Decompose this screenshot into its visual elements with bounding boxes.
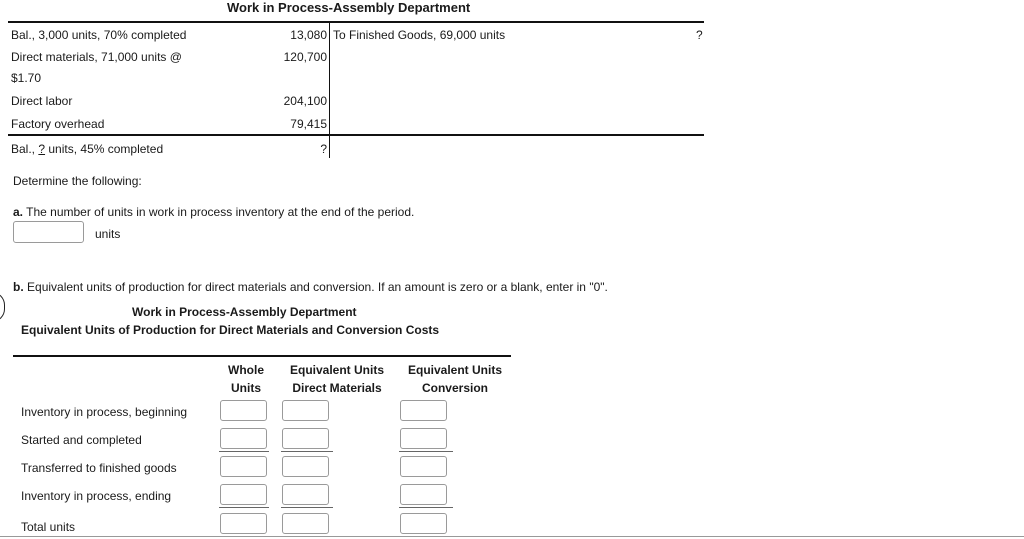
schedule-subtitle: Equivalent Units of Production for Direct Materials and Conversion Costs [21,323,440,337]
input-beginning-whole-units[interactable] [220,400,267,421]
ending-balance-amount: ? [320,142,327,156]
credit-label: To Finished Goods, 69,000 units [333,28,506,42]
col-header-whole-units-l2: Units [231,381,261,395]
input-ending-direct-materials[interactable] [282,484,329,505]
total-rule-conv [399,507,453,508]
input-started-direct-materials[interactable] [282,428,329,449]
total-rule-dm [281,507,333,508]
input-beginning-direct-materials[interactable] [282,400,329,421]
schedule-title: Work in Process-Assembly Department [132,305,357,319]
total-rule-whole [219,507,269,508]
input-transferred-direct-materials[interactable] [282,456,329,477]
debit-amount-labor: 204,100 [283,94,327,108]
input-total-conversion[interactable] [400,513,447,534]
t-account-center-rule [329,22,330,158]
input-ending-whole-units[interactable] [220,484,267,505]
row-label-started-completed: Started and completed [21,433,142,447]
ending-units-hint: ? [38,142,46,156]
input-transferred-whole-units[interactable] [220,456,267,477]
debit-amount-materials: 120,700 [283,50,327,64]
part-a-unit-label: units [95,227,121,241]
subtotal-rule-whole [219,451,269,452]
input-started-conversion[interactable] [400,428,447,449]
row-label-ending-inventory: Inventory in process, ending [21,489,172,503]
col-header-dm-l2: Direct Materials [292,381,382,395]
t-account-top-rule [8,21,704,23]
col-header-conv-l1: Equivalent Units [407,363,502,377]
debit-amount-overhead: 79,415 [290,117,327,131]
col-header-whole-units-l1: Whole [228,363,264,377]
col-header-conv-l2: Conversion [421,381,488,395]
debit-label-materials: Direct materials, 71,000 units @ [11,50,182,64]
ending-balance-label: Bal., ? units, 45% completed [11,142,164,156]
input-beginning-conversion[interactable] [400,400,447,421]
debit-label-labor: Direct labor [11,94,73,108]
t-account-title: Work in Process-Assembly Department [227,0,471,15]
subtotal-rule-dm [281,451,333,452]
debit-amount-beginning: 13,080 [290,28,327,42]
instructions-text: Determine the following: [13,174,142,188]
schedule-top-rule [13,355,511,357]
t-account-total-rule [8,134,704,136]
debit-label-overhead: Factory overhead [11,117,105,131]
part-a-question: a. The number of units in work in process inventory at the end of the period. [13,205,415,219]
credit-amount: ? [696,28,703,42]
left-edge-bracket [0,292,5,322]
row-label-transferred: Transferred to finished goods [21,461,177,475]
subtotal-rule-conv [399,451,453,452]
input-started-whole-units[interactable] [220,428,267,449]
debit-label-materials-rate: $1.70 [11,71,42,85]
input-total-whole-units[interactable] [220,513,267,534]
col-header-dm-l1: Equivalent Units [289,363,384,377]
input-total-direct-materials[interactable] [282,513,329,534]
bottom-scroll-edge [0,536,1024,537]
debit-label-beginning: Bal., 3,000 units, 70% completed [11,28,187,42]
ending-wip-units-input[interactable] [13,221,84,243]
input-ending-conversion[interactable] [400,484,447,505]
row-label-beginning-inventory: Inventory in process, beginning [21,405,188,419]
row-label-total-units: Total units [21,520,76,534]
part-b-question: b. Equivalent units of production for direct materials and conversion. If an amount is zero or a blank, enter in "0". [13,280,608,294]
input-transferred-conversion[interactable] [400,456,447,477]
